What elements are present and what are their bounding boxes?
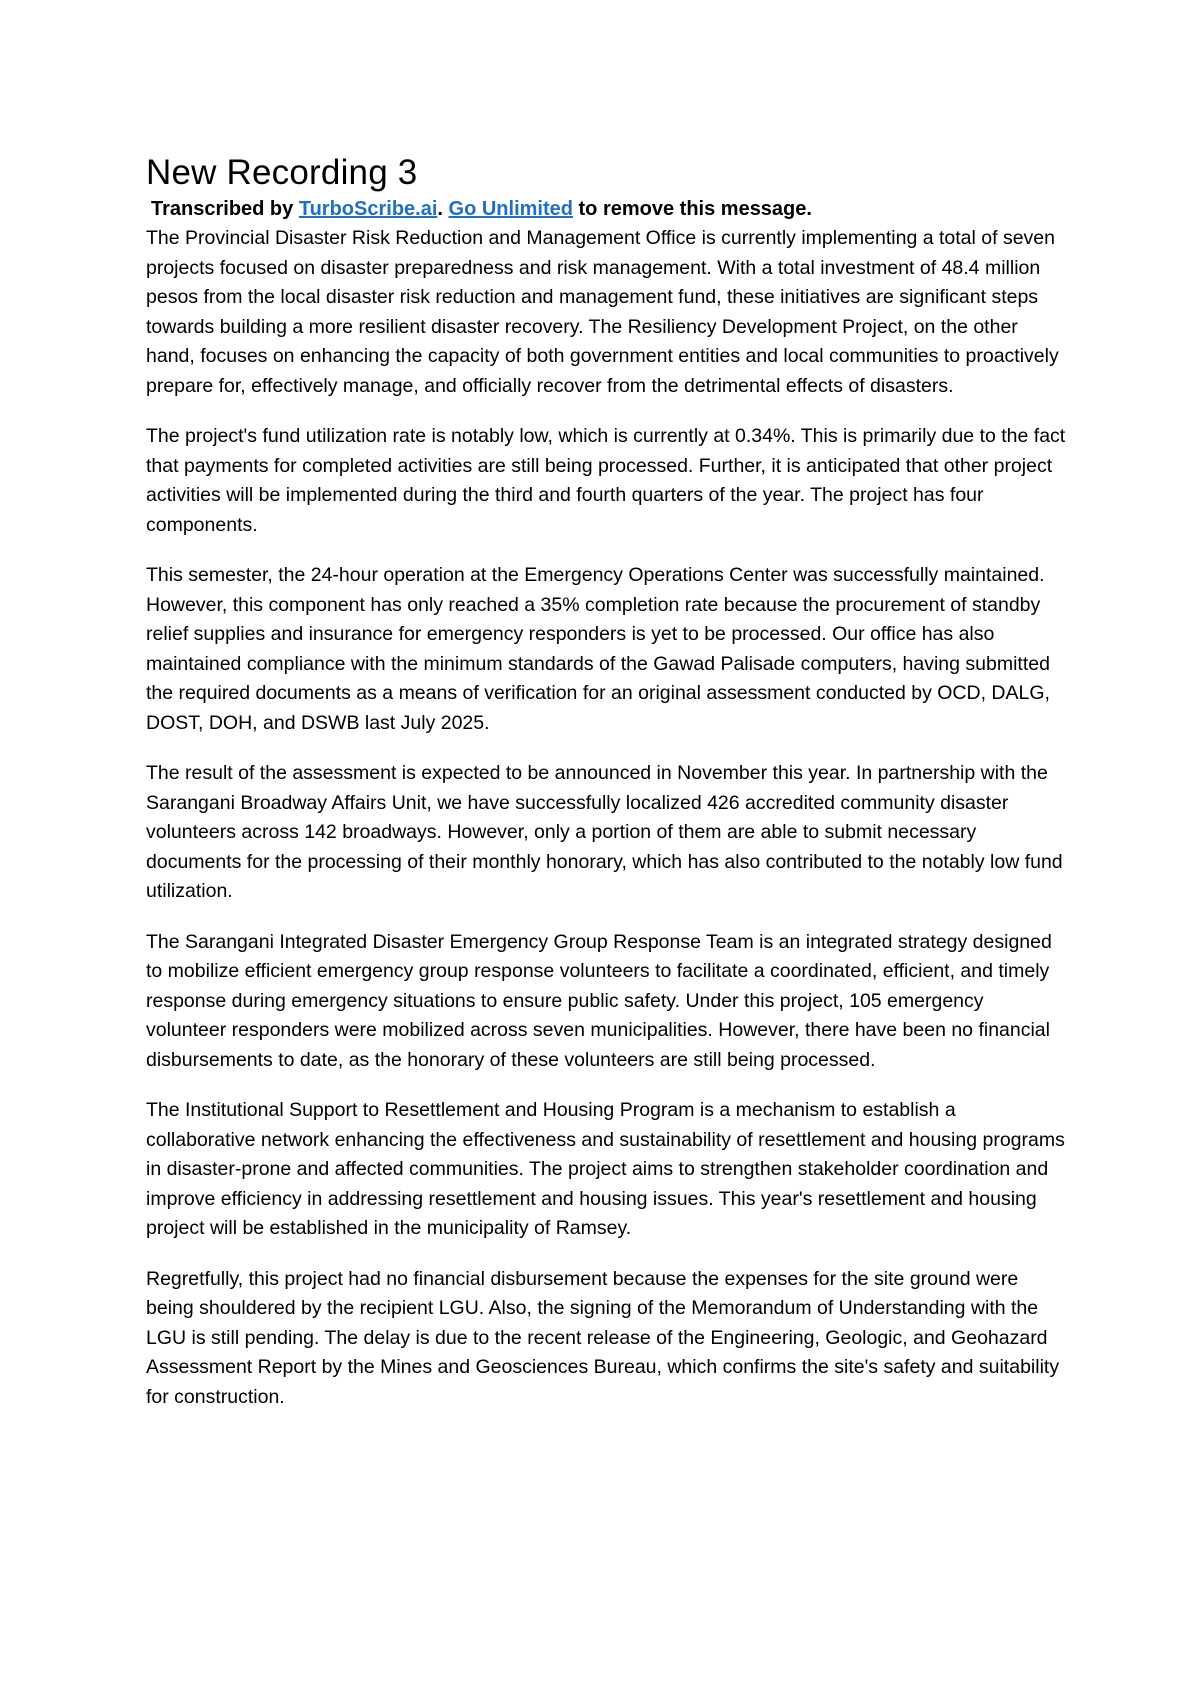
paragraph-1: The Provincial Disaster Risk Reduction and Management Office is currently implementing a total of seven projects focused on disaster preparedness and risk management. With a total investment of 48.4 million pesos from the local disaster risk reduction and management fund, these initiatives are significant steps towards building a more resilient disaster recovery. The Resiliency Development Project, on the other hand, focuses on enhancing the capacity of both government entities and local communities to proactively prepare for, effectively manage, and officially recover from the detrimental effects of disasters. bbox=[146, 227, 1059, 397]
paragraph-3: This semester, the 24-hour operation at the Emergency Operations Center was successfully maintained. However, this component has only reached a 35% completion rate because the procurement of standby relief supplies and insurance for emergency responders is yet to be processed. Our office has also maintained compliance with the minimum standards of the Gawad Palisade computers, having submitted the required documents as a means of verification for an original assessment conducted by OCD, DALG, DOST, DOH, and DSWB last July 2025. bbox=[146, 564, 1050, 734]
turboscribe-link[interactable]: TurboScribe.ai bbox=[298, 198, 438, 220]
byline-prefix: Transcribed by bbox=[151, 198, 299, 220]
paragraph-7: Regretfully, this project had no financial disbursement because the expenses for the site ground were being shouldered by the recipient LGU. Also, the signing of the Memorandum of Understanding with the LGU is still pending. The delay is due to the recent release of the Engineering, Geologic, and Geohazard Assessment Report by the Mines and Geosciences Bureau, which confirms the site's safety and suitability for construction. bbox=[146, 1267, 1060, 1408]
paragraph-5: The Sarangani Integrated Disaster Emergency Group Response Team is an integrated strategy designed to mobilize efficient emergency group response volunteers to facilitate a coordinated, efficient, and timely response during emergency situations to ensure public safety. Under this project, 105 emergency volunteer responders were mobilized across seven municipalities. However, there have been no financial disbursements to date, as the honorary of these volunteers are still being processed. bbox=[146, 930, 1052, 1071]
paragraph-2: The project's fund utilization rate is notably low, which is currently at 0.34%. This is primarily due to the fact that payments for completed activities are still being processed. Further, it is anticipated that other project activities will be implemented during the third and fourth quarters of the year. The project has four components. bbox=[146, 425, 1066, 536]
go-unlimited-link[interactable]: Go Unlimited bbox=[448, 198, 573, 220]
paragraph-6: The Institutional Support to Resettlement and Housing Program is a mechanism to establish a collaborative network enhancing the effectiveness and sustainability of resettlement and housing programs in disaster-prone and affected communities. The project aims to strengthen stakeholder coordination and improve efficiency in addressing resettlement and housing issues. This year's resettlement and housing project will be established in the municipality of Ramsey. bbox=[146, 1099, 1065, 1239]
document-title: New Recording 3 bbox=[146, 153, 418, 192]
paragraph-4: The result of the assessment is expected to be announced in November this year. In partnership with the Sarangani Broadway Affairs Unit, we have successfully localized 426 accredited community disaster volunteers across 142 broadways. However, only a portion of them are able to submit necessary documents for the processing of their monthly honorary, which has also contributed to the notably low fund utilization. bbox=[146, 762, 1063, 902]
byline-separator: . bbox=[437, 198, 449, 220]
byline-suffix: to remove this message. bbox=[572, 198, 812, 220]
document-body bbox=[146, 152, 1066, 1433]
transcription-byline bbox=[151, 194, 1066, 224]
